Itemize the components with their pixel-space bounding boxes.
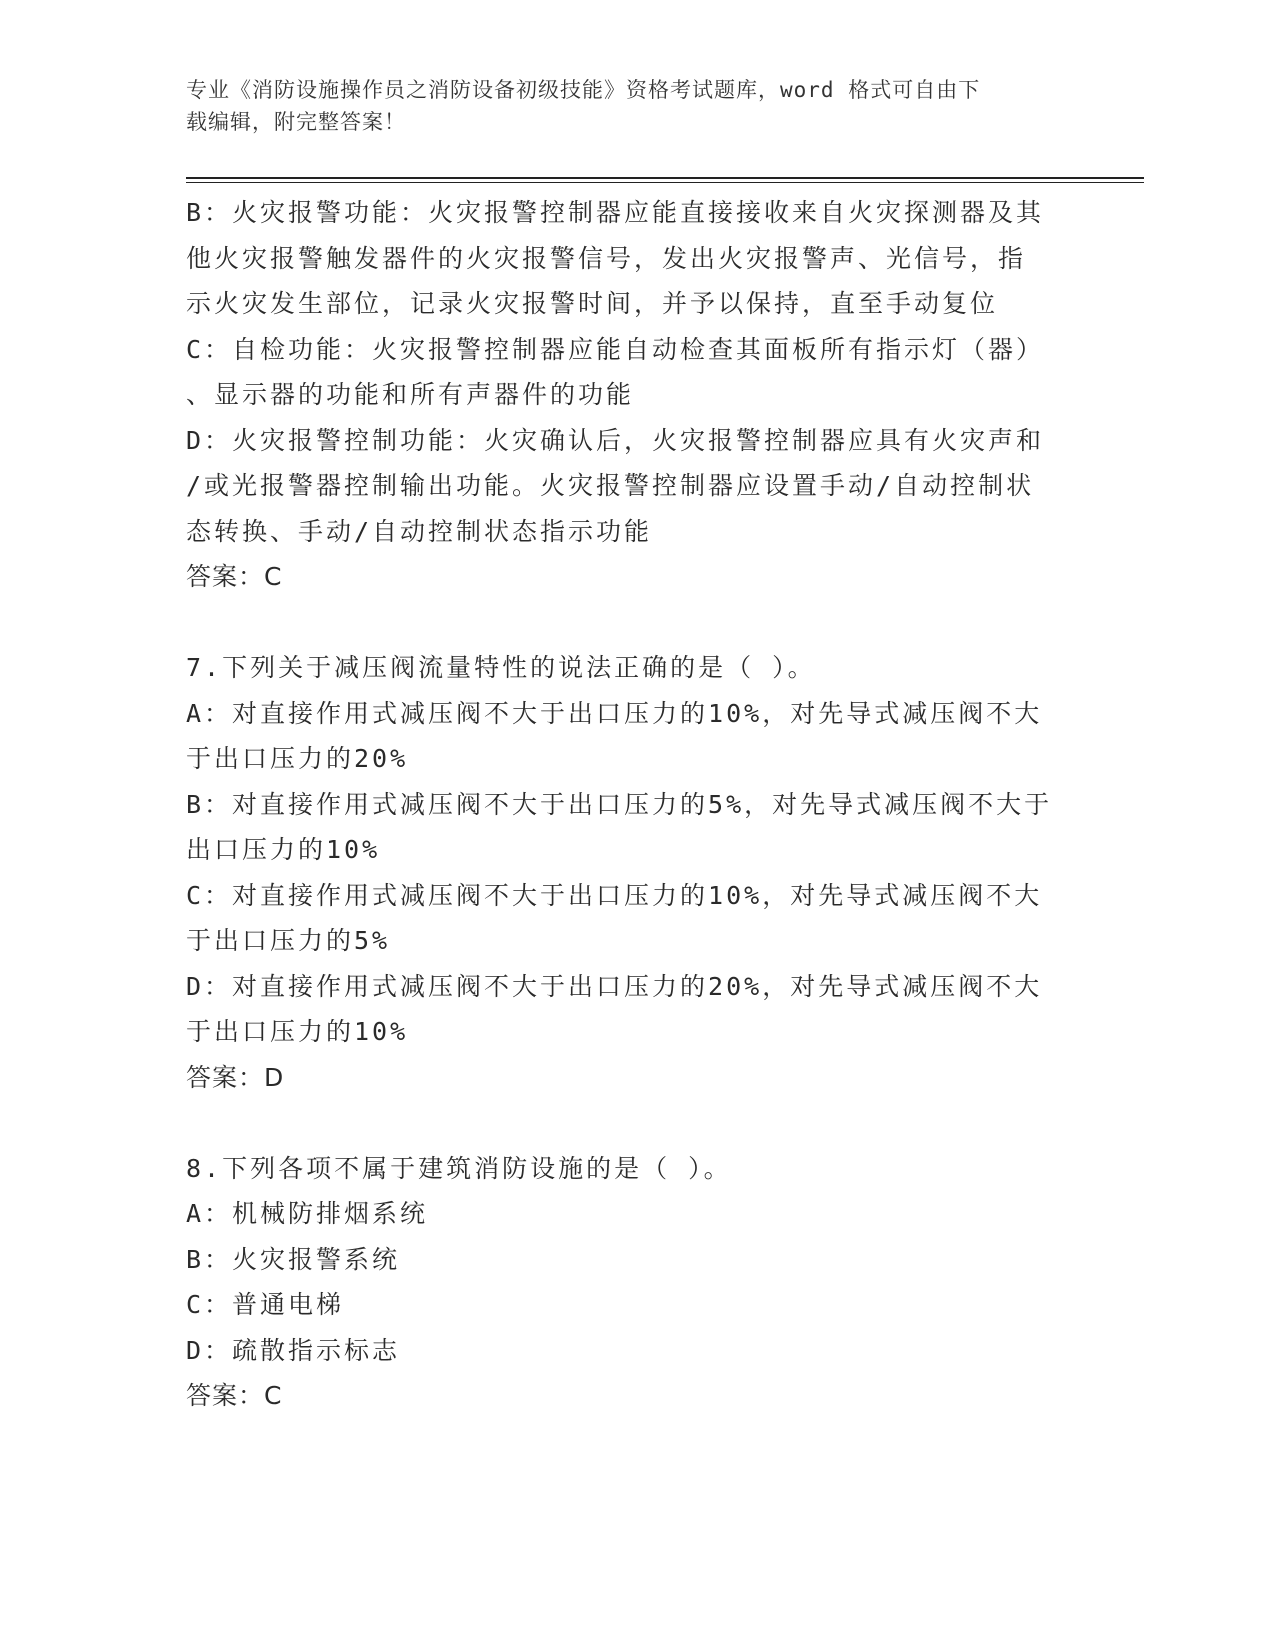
spacer (186, 1100, 1086, 1146)
option-text: B：火灾报警功能：火灾报警控制器应能直接接收来自火灾探测器及其 (186, 198, 1045, 227)
option-text: 于出口压力的5% (186, 926, 391, 955)
option-text: 他火灾报警触发器件的火灾报警信号，发出火灾报警声、光信号，指 (186, 243, 1027, 273)
question-8 (186, 1146, 1086, 1419)
question-6-tail (186, 190, 1086, 600)
option-d: D：疏散指示标志 (186, 1335, 401, 1365)
option-text: 态转换、手动/自动控制状态指示功能 (186, 516, 653, 546)
option-c (186, 873, 1086, 964)
answer-label: 答案：C (186, 562, 283, 591)
option-d (186, 964, 1086, 1055)
spacer (186, 600, 1086, 646)
question-text: 7.下列关于减压阀流量特性的说法正确的是（ ）。 (186, 653, 816, 682)
option-a (186, 691, 1086, 782)
question-text: 8.下列各项不属于建筑消防设施的是（ ）。 (186, 1153, 732, 1183)
option-b: B：火灾报警系统 (186, 1244, 401, 1274)
option-text: 、显示器的功能和所有声器件的功能 (186, 380, 635, 409)
option-text: C：对直接作用式减压阀不大于出口压力的10%，对先导式减压阀不大 (186, 880, 1043, 910)
option-text: D：对直接作用式减压阀不大于出口压力的20%，对先导式减压阀不大 (186, 971, 1043, 1001)
header-divider-thin (186, 182, 1144, 183)
option-d (186, 418, 1086, 555)
option-c: C：普通电梯 (186, 1290, 345, 1319)
option-b (186, 782, 1086, 873)
question-7 (186, 645, 1086, 1100)
answer-label: 答案：D (186, 1062, 285, 1092)
header-line: 载编辑，附完整答案！ (186, 110, 406, 134)
option-c (186, 327, 1086, 418)
option-text: B：对直接作用式减压阀不大于出口压力的5%，对先导式减压阀不大于 (186, 789, 1053, 819)
option-a: A：机械防排烟系统 (186, 1199, 429, 1228)
option-b (186, 190, 1086, 327)
option-text: 出口压力的10% (186, 835, 381, 864)
document-header (186, 74, 1066, 138)
document-body (186, 190, 1086, 1419)
option-text: 于出口压力的20% (186, 744, 409, 773)
option-text: 示火灾发生部位，记录火灾报警时间，并予以保持，直至手动复位 (186, 289, 999, 318)
option-text: /或光报警器控制输出功能。火灾报警控制器应设置手动/自动控制状 (186, 471, 1035, 500)
option-text: D：火灾报警控制功能：火灾确认后，火灾报警控制器应具有火灾声和 (186, 425, 1045, 455)
header-line: 专业《消防设施操作员之消防设备初级技能》资格考试题库，word 格式可自由下 (186, 78, 981, 102)
header-divider (186, 177, 1144, 179)
option-text: 于出口压力的10% (186, 1017, 409, 1046)
option-text: C：自检功能：火灾报警控制器应能自动检查其面板所有指示灯（器） (186, 334, 1045, 364)
answer-label: 答案：C (186, 1381, 283, 1410)
option-text: A：对直接作用式减压阀不大于出口压力的10%，对先导式减压阀不大 (186, 698, 1043, 728)
